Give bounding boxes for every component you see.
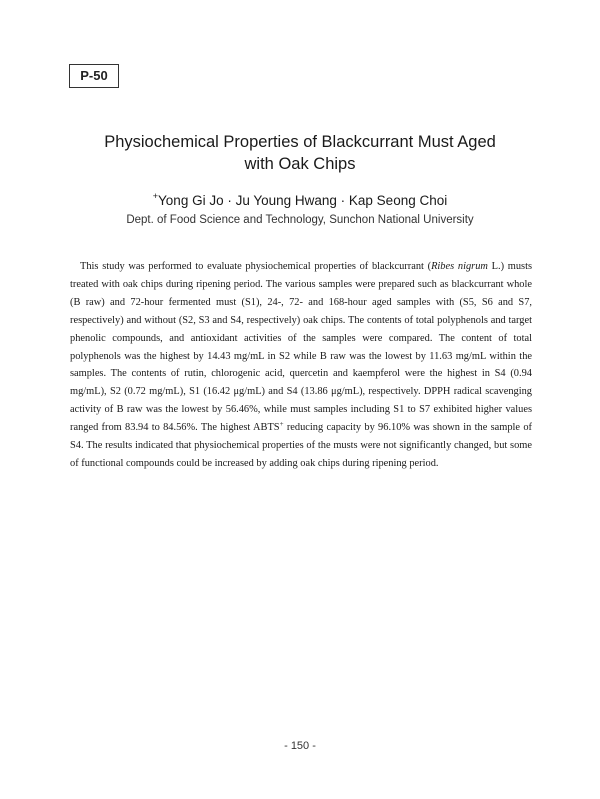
species-name: Ribes nigrum [431,261,488,272]
abstract-text-2: L.) musts treated with oak chips during ripening period. The various samples were prepared such as blackcurrant whole (B raw) and 72-hour fermented must (S1), 24-, 72- and 168-hour aged samples with (S5, S6 and S7, respectively) and without (S2, S3 and S4, respectively) oak chips. The contents of total polyphenols and target phenolic compounds, and antioxidant activities of the samples were compared. The content of total polyphenols was the highest by 14.43 mg/mL in S2 while B raw was the lowest by 11.63 mg/mL within the samples. The contents of rutin, chlorogenic acid, quercetin and kaempferol were the highest in S4 (0.94 mg/mL), S2 (0.72 mg/mL), S1 (16.42 μg/mL) and S4 (13.86 μg/mL), respectively. DPPH radical scavenging activity of B raw was the lowest by 56.46%, while must samples including S1 to S7 exhibited higher values ranged from 83.94 to 84.56%. The highest ABTS [70,261,532,434]
title-line-1: Physiochemical Properties of Blackcurrant Must Aged [104,133,496,151]
author-list [40,191,560,208]
abstract-body [70,258,532,473]
paper-title [40,131,560,175]
author-names: Yong Gi Jo · Ju Young Hwang · Kap Seong Choi [158,193,448,208]
abstract-text-1: This study was performed to evaluate physiochemical properties of blackcurrant ( [80,261,432,272]
title-line-2: with Oak Chips [244,155,356,173]
page-number: - 150 - [284,740,316,752]
corresponding-author-marker: + [152,191,159,201]
abstract-text-3: reducing capacity by 96.10% was shown in the sample of S4. The results indicated that physiochemical properties of the musts were not significantly changed, but some of functional compounds could be increased by adding oak chips during ripening period. [70,422,532,469]
poster-number-badge: P-50 [69,64,119,88]
affiliation: Dept. of Food Science and Technology, Sunchon National University [126,214,474,226]
abts-superscript: + [279,420,284,429]
